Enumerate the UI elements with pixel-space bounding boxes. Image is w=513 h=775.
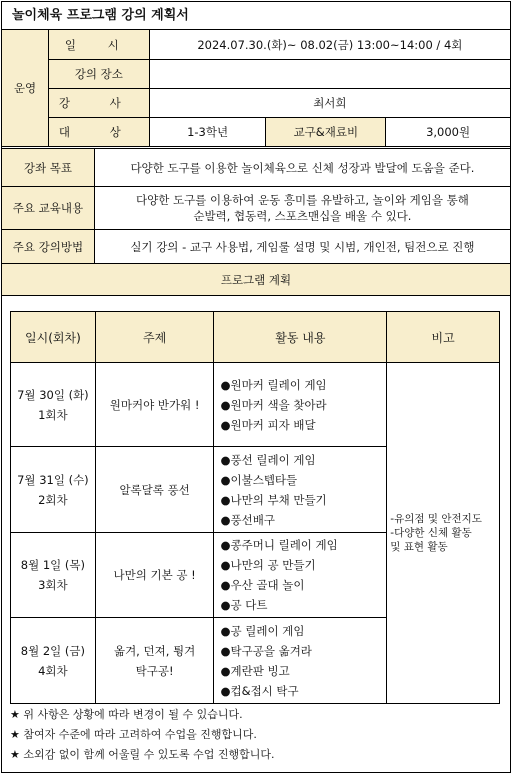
list-item: ●원마커 피자 배달 (220, 417, 316, 432)
session-date (11, 363, 96, 447)
topic-text: 옮겨, 던져, 튕겨 (113, 643, 196, 658)
activity-list (214, 447, 387, 533)
date-label: 일 시 (48, 30, 149, 60)
table-row (11, 363, 500, 447)
date-value: 2024.07.30.(화)~ 08.02(금) 13:00~14:00 / 4회 (149, 30, 510, 60)
method-text: 실기 강의 - 교구 사용법, 게임룰 설명 및 시범, 개인전, 팀전으로 진행 (94, 230, 510, 264)
operation-table (1, 29, 511, 147)
header-topic: 주제 (95, 312, 214, 363)
notes (10, 705, 274, 765)
header-date: 일시(회차) (11, 312, 96, 363)
target-label: 대 상 (48, 118, 149, 147)
list-item: ●원마커 릴레이 게임 (220, 377, 327, 392)
list-item: ●나만의 부채 만들기 (220, 492, 327, 507)
date-text: 8월 1일 (목) (20, 558, 86, 572)
session-text: 3회차 (38, 578, 68, 592)
remark-line: 및 표현 활동 (390, 541, 448, 553)
list-item: ●탁구공을 옮겨라 (220, 643, 312, 658)
program-plan-table (10, 311, 500, 704)
remark-line: -유의점 및 안전지도 (390, 513, 482, 525)
date-text: 8월 2일 (금) (20, 643, 86, 658)
content-text (94, 187, 510, 230)
topic-text: 탁구공! (135, 663, 174, 678)
plan-heading: 프로그램 계획 (2, 264, 511, 296)
session-date (11, 533, 96, 618)
list-item: ●원마커 색을 찾아라 (220, 397, 327, 412)
list-item: ●공 릴레이 게임 (220, 623, 305, 638)
header-activities: 활동 내용 (214, 312, 387, 363)
session-topic (95, 618, 214, 704)
list-item: ●컵&접시 탁구 (220, 683, 299, 698)
list-item: ●이불스텝타들 (220, 472, 298, 487)
content-line-1: 다양한 도구를 이용하여 운동 흥미를 유발하고, 놀이와 게임을 통해 (135, 193, 469, 207)
activity-list (214, 533, 387, 618)
list-item: ●나만의 공 만들기 (220, 558, 316, 572)
venue-label: 강의 장소 (48, 60, 149, 89)
note-line: ★ 참여자 수준에 따라 고려하여 수업을 진행합니다. (10, 728, 257, 741)
session-topic (95, 447, 214, 533)
note-line: ★ 소외감 없이 함께 어울릴 수 있도록 수업 진행합니다. (10, 748, 275, 761)
content-line-2: 순발력, 협동력, 스포츠맨십을 배울 수 있다. (193, 209, 412, 223)
operation-label: 운영 (2, 30, 49, 147)
session-date (11, 618, 96, 704)
list-item: ●풍선배구 (220, 512, 275, 527)
list-item: ●우산 골대 놀이 (220, 578, 305, 592)
session-topic (95, 533, 214, 618)
goal-label: 강좌 목표 (2, 149, 95, 187)
content-label: 주요 교육내용 (2, 187, 95, 230)
lesson-plan-document (1, 1, 511, 773)
activity-list (214, 618, 387, 704)
note-line: ★ 위 사항은 상황에 따라 변경이 될 수 있습니다. (10, 708, 243, 721)
list-item: ●풍선 릴레이 게임 (220, 452, 316, 467)
date-text: 7월 31일 (수) (17, 472, 89, 487)
method-label: 주요 강의방법 (2, 230, 95, 264)
session-topic (95, 363, 214, 447)
list-item: ●콩주머니 릴레이 게임 (220, 538, 338, 552)
session-text: 4회차 (38, 663, 68, 678)
topic-text: 원마커야 반가워 ! (109, 397, 200, 412)
fee-value: 3,000원 (386, 118, 511, 147)
session-date (11, 447, 96, 533)
venue-value (149, 60, 510, 89)
activity-list (214, 363, 387, 447)
document-title: 놀이체육 프로그램 강의 계획서 (2, 2, 510, 30)
fee-label: 교구&재료비 (266, 118, 386, 147)
remark-line: -다양한 신체 활동 (390, 527, 472, 539)
header-remarks: 비고 (387, 312, 500, 363)
topic-text: 알록달록 풍선 (119, 482, 190, 497)
target-value: 1-3학년 (149, 118, 266, 147)
list-item: ●공 다트 (220, 598, 268, 612)
session-text: 1회차 (38, 407, 68, 422)
session-text: 2회차 (38, 492, 68, 507)
date-text: 7월 30일 (화) (17, 387, 89, 402)
list-item: ●계란판 빙고 (220, 663, 290, 678)
course-overview-table (1, 148, 511, 296)
remarks-cell (387, 363, 500, 704)
topic-text: 나만의 기본 공 ! (113, 568, 196, 582)
instructor-value: 최서희 (149, 89, 510, 118)
goal-text: 다양한 도구를 이용한 놀이체육으로 신체 성장과 발달에 도움을 준다. (94, 149, 510, 187)
instructor-label: 강 사 (48, 89, 149, 118)
